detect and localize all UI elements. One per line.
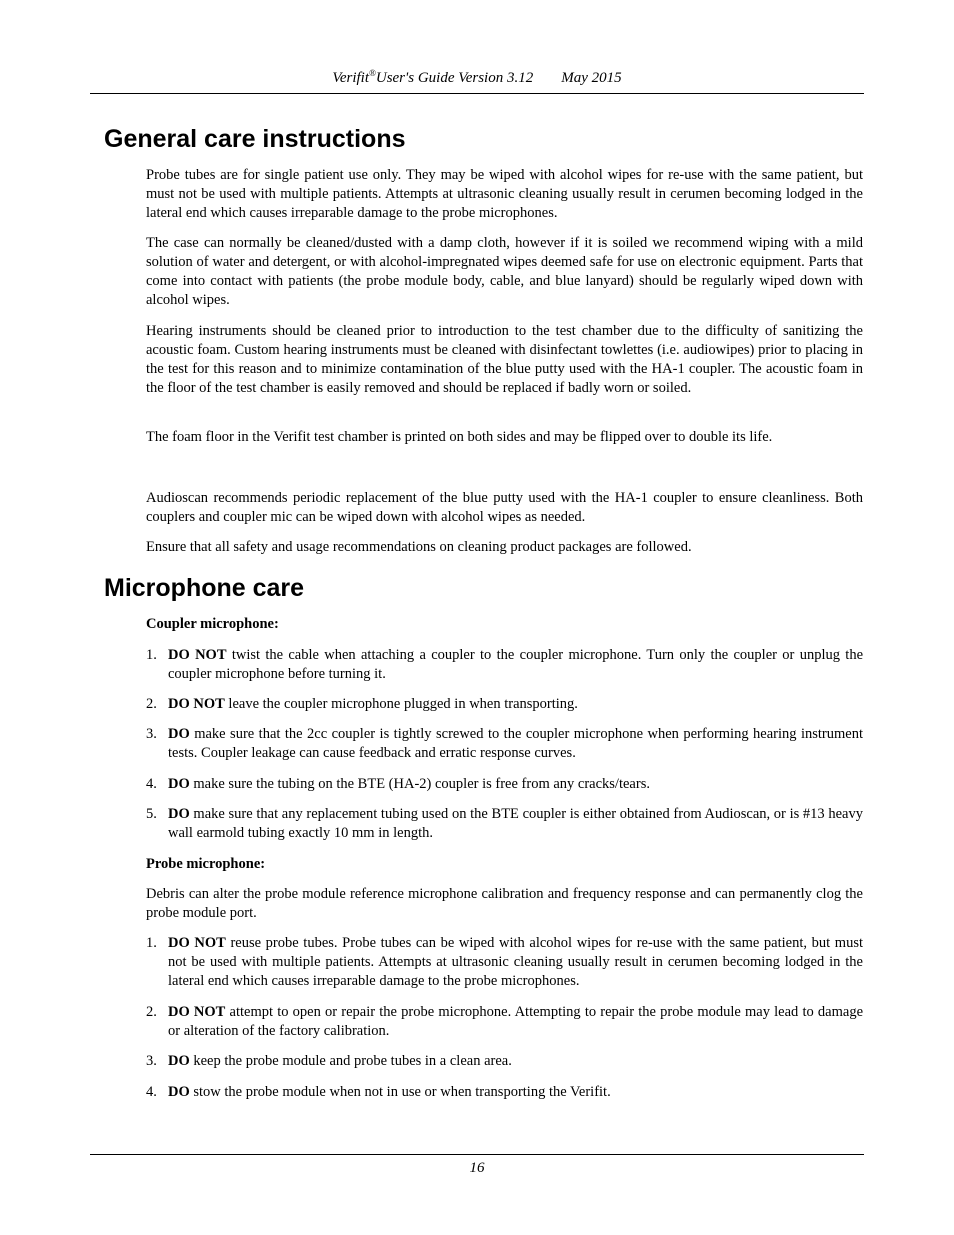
list-item: 4. DO make sure the tubing on the BTE (HA-2) coupler is free from any cracks/tears. [146, 776, 650, 792]
page-number: 16 [469, 1160, 485, 1176]
paragraph-safety: Ensure that all safety and usage recommendations on cleaning product packages are followed. [146, 539, 692, 555]
page-header [90, 68, 864, 88]
list-item: 1. DO NOT twist the cable when attaching a coupler to the coupler microphone. Turn only the coupler or unplug the coupler microphone before turning it. [146, 647, 864, 682]
paragraph-hearing-instruments: Hearing instruments should be cleaned prior to introduction to the test chamber due to the difficulty of sanitizing the acoustic foam. Custom hearing instruments must be cleaned with disinfectant towlettes (i.e. audiowipes) prior to placing in the test for this reason and to minimize contamination of the blue putty used with the HA-1 coupler. The acoustic foam in the floor of the test chamber is easily removed and should be replaced if badly worn or soiled. [146, 323, 863, 396]
registered-mark: ® [369, 68, 376, 78]
paragraph-probe-tubes: Probe tubes are for single patient use only. They may be wiped with alcohol wipes for re-use with the same patient, but must not be used with multiple patients. Attempts at ultrasonic cleaning usually result in cerumen becoming lodged in the lateral end which causes irreparable damage to the probe microphones. [146, 167, 863, 221]
paragraph-blue-putty: Audioscan recommends periodic replacement of the blue putty used with the HA-1 coupler to ensure cleanliness. Both couplers and coupler mic can be wiped down with alcohol wipes as needed. [146, 490, 863, 525]
header-rule [90, 93, 864, 94]
list-item: 4. DO stow the probe module when not in use or when transporting the Verifit. [146, 1084, 611, 1100]
paragraph-foam-floor: The foam floor in the Verifit test chamber is printed on both sides and may be flipped over to double its life. [146, 429, 773, 445]
section-title-general-care: General care instructions [104, 125, 406, 153]
subheading-coupler-microphone: Coupler microphone: [146, 616, 279, 632]
subheading-probe-microphone: Probe microphone: [146, 856, 266, 872]
paragraph-case-cleaning: The case can normally be cleaned/dusted with a damp cloth, however if it is soiled we recommend wiping with a mild solution of water and detergent, or with alcohol-impregnated wipes deemed safe for use on electronic equipment. Parts that come into contact with patients (the probe module body, cable, and blue lanyard) should be regularly wiped down with alcohol wipes. [146, 235, 863, 308]
footer-rule [90, 1154, 864, 1155]
list-item: 3. DO make sure that the 2cc coupler is tightly screwed to the coupler microphone when performing hearing instrument tests. Coupler leakage can cause feedback and erratic response curves. [146, 726, 863, 761]
paragraph-debris: Debris can alter the probe module reference microphone calibration and frequency response and can permanently clog the probe module port. [146, 886, 863, 921]
list-item: 3. DO keep the probe module and probe tubes in a clean area. [146, 1053, 512, 1069]
header-guide-title: User's Guide Version 3.12 [375, 70, 534, 86]
section-title-microphone-care: Microphone care [104, 574, 305, 602]
list-item: 2. DO NOT attempt to open or repair the probe microphone. Attempting to repair the probe module may lead to damage or alteration of the factory calibration. [146, 1004, 864, 1039]
list-item: 2. DO NOT leave the coupler microphone plugged in when transporting. [146, 696, 578, 712]
header-date: May 2015 [561, 70, 622, 86]
header-brand: Verifit [332, 70, 370, 86]
list-item: 5. DO make sure that any replacement tubing used on the BTE coupler is either obtained from Audioscan, or is #13 heavy wall earmold tubing exactly 10 mm in length. [146, 806, 863, 841]
list-item: 1. DO NOT reuse probe tubes. Probe tubes can be wiped with alcohol wipes for re-use with the same patient, but must not be used with multiple patients. Attempts at ultrasonic cleaning usually result in cerumen becoming lodged in the lateral end which causes irreparable damage to the probe microphones. [146, 935, 864, 989]
